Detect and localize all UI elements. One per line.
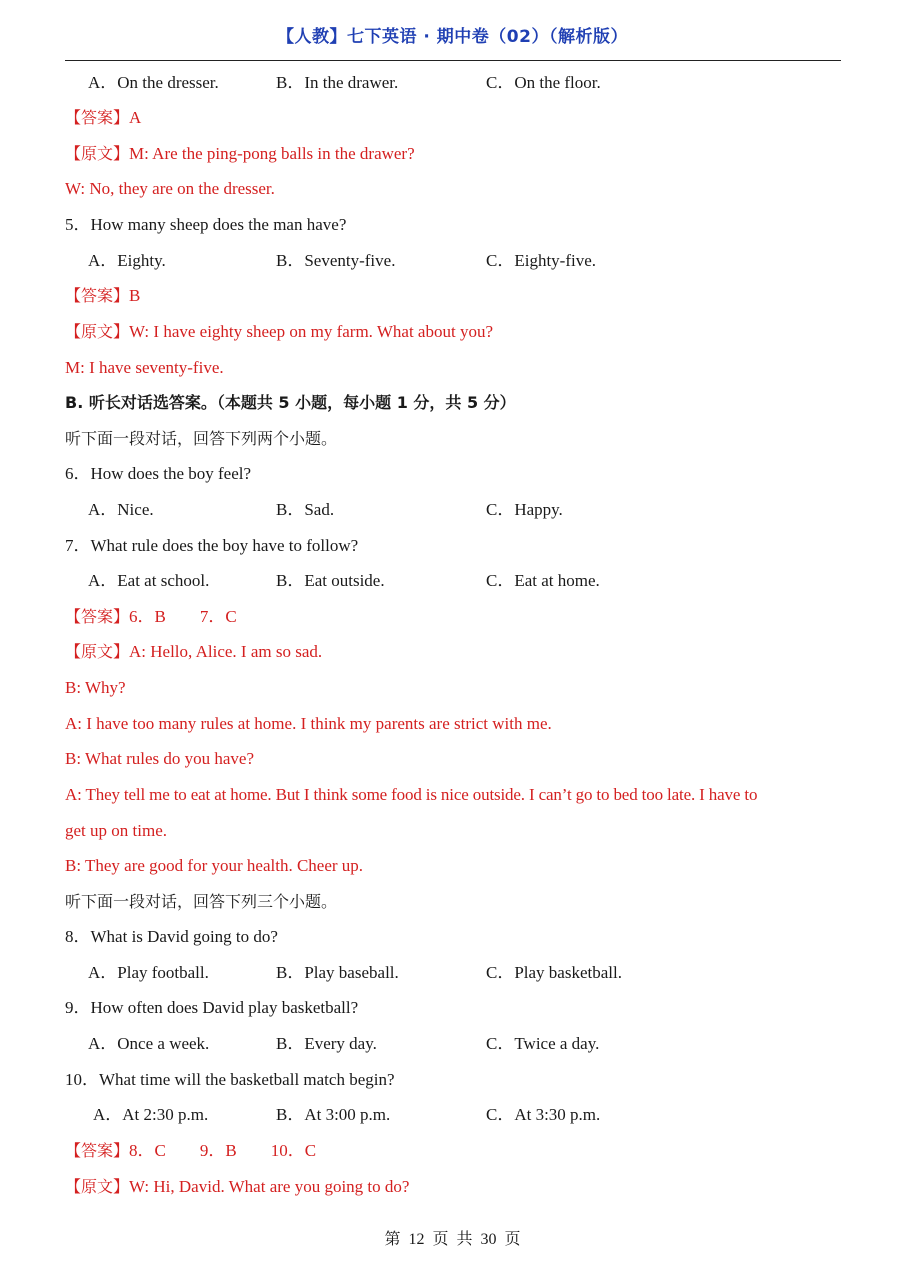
dialog-2-intro: 听下面一段对话，回答下列三个小题。 bbox=[65, 892, 338, 911]
q6-option-b: B．Sad. bbox=[276, 500, 335, 519]
q6-option-c: C．Happy. bbox=[486, 500, 563, 519]
q7-option-a: A．Eat at school. bbox=[88, 571, 210, 590]
transcript-text: W: I have eighty sheep on my farm. What about you? bbox=[129, 322, 493, 341]
page-number: 12 bbox=[408, 1231, 425, 1248]
q6-7-transcript-line-7: B: They are good for your health. Cheer up. bbox=[65, 856, 364, 875]
answer-tag: 【答案】 bbox=[65, 607, 130, 626]
dialog-1-intro: 听下面一段对话，回答下列两个小题。 bbox=[65, 429, 338, 448]
q5-transcript-line-2: M: I have seventy-five. bbox=[65, 358, 224, 377]
q5-question: 5．How many sheep does the man have? bbox=[65, 215, 347, 234]
answer-tag: 【答案】 bbox=[65, 286, 130, 305]
q8-option-a: A．Play football. bbox=[88, 963, 209, 982]
q6-7-transcript-line-3: A: I have too many rules at home. I think my parents are strict with me. bbox=[65, 714, 552, 733]
q5-option-a: A．Eighty. bbox=[88, 251, 166, 270]
footer-word: 页 bbox=[504, 1229, 521, 1248]
answer-text: B bbox=[129, 286, 141, 305]
q10-option-c: C．At 3:30 p.m. bbox=[486, 1105, 601, 1124]
q9-option-c: C．Twice a day. bbox=[486, 1034, 600, 1053]
q5-transcript-line-1 bbox=[65, 321, 493, 343]
transcript-tag: 【原文】 bbox=[65, 144, 130, 163]
q4-transcript-line-1 bbox=[65, 143, 415, 165]
q4-option-a: A．On the dresser. bbox=[88, 73, 219, 92]
transcript-tag: 【原文】 bbox=[65, 322, 130, 341]
q10-option-a: A．At 2:30 p.m. bbox=[93, 1105, 209, 1124]
page-footer bbox=[0, 1226, 905, 1249]
q8-10-answer bbox=[65, 1140, 316, 1162]
q6-option-a: A．Nice. bbox=[88, 500, 154, 519]
transcript-text: M: Are the ping-pong balls in the drawer? bbox=[129, 144, 415, 163]
q4-answer bbox=[65, 107, 141, 129]
q5-option-c: C．Eighty-five. bbox=[486, 251, 597, 270]
q8-10-transcript-line-1 bbox=[65, 1176, 409, 1198]
q10-question: 10．What time will the basketball match begin? bbox=[65, 1070, 395, 1089]
q6-7-answer bbox=[65, 606, 237, 628]
answer-tag: 【答案】 bbox=[65, 1141, 130, 1160]
answer-text: 8．C 9．B 10．C bbox=[129, 1141, 317, 1160]
q7-question: 7．What rule does the boy have to follow? bbox=[65, 536, 359, 555]
transcript-text: W: Hi, David. What are you going to do? bbox=[129, 1177, 410, 1196]
q5-option-b: B．Seventy-five. bbox=[276, 251, 396, 270]
q6-7-transcript-line-6: get up on time. bbox=[65, 821, 167, 840]
page-header-title: 【人教】七下英语 · 期中卷（02）（解析版） bbox=[277, 27, 628, 47]
answer-text: A bbox=[129, 108, 142, 127]
q7-option-c: C．Eat at home. bbox=[486, 571, 600, 590]
transcript-text: A: Hello, Alice. I am so sad. bbox=[129, 642, 323, 661]
q4-transcript-line-2: W: No, they are on the dresser. bbox=[65, 179, 275, 198]
footer-word: 共 bbox=[456, 1229, 473, 1248]
q5-answer bbox=[65, 285, 140, 307]
q6-7-transcript-line-4: B: What rules do you have? bbox=[65, 749, 255, 768]
q4-option-b: B．In the drawer. bbox=[276, 73, 399, 92]
q6-question: 6．How does the boy feel? bbox=[65, 464, 252, 483]
answer-tag: 【答案】 bbox=[65, 108, 130, 127]
q6-7-transcript-line-5: A: They tell me to eat at home. But I think some food is nice outside. I can’t go to bed too late. I have to bbox=[65, 785, 758, 804]
q6-7-transcript-line-1 bbox=[65, 641, 322, 663]
q8-option-b: B．Play baseball. bbox=[276, 963, 399, 982]
total-pages: 30 bbox=[480, 1231, 497, 1248]
q8-option-c: C．Play basketball. bbox=[486, 963, 622, 982]
q6-7-transcript-line-2: B: Why? bbox=[65, 678, 126, 697]
footer-word: 第 bbox=[384, 1229, 401, 1248]
answer-text: 6．B 7．C bbox=[129, 607, 237, 626]
footer-word: 页 bbox=[432, 1229, 449, 1248]
q7-option-b: B．Eat outside. bbox=[276, 571, 385, 590]
q10-option-b: B．At 3:00 p.m. bbox=[276, 1105, 391, 1124]
header-divider bbox=[65, 60, 841, 61]
transcript-tag: 【原文】 bbox=[65, 1177, 130, 1196]
section-b-title: B. 听长对话选答案。（本题共 5 小题，每小题 1 分，共 5 分） bbox=[65, 393, 516, 412]
q4-option-c: C．On the floor. bbox=[486, 73, 601, 92]
q9-option-b: B．Every day. bbox=[276, 1034, 377, 1053]
q8-question: 8．What is David going to do? bbox=[65, 927, 278, 946]
transcript-tag: 【原文】 bbox=[65, 642, 130, 661]
q9-question: 9．How often does David play basketball? bbox=[65, 998, 359, 1017]
q9-option-a: A．Once a week. bbox=[88, 1034, 210, 1053]
